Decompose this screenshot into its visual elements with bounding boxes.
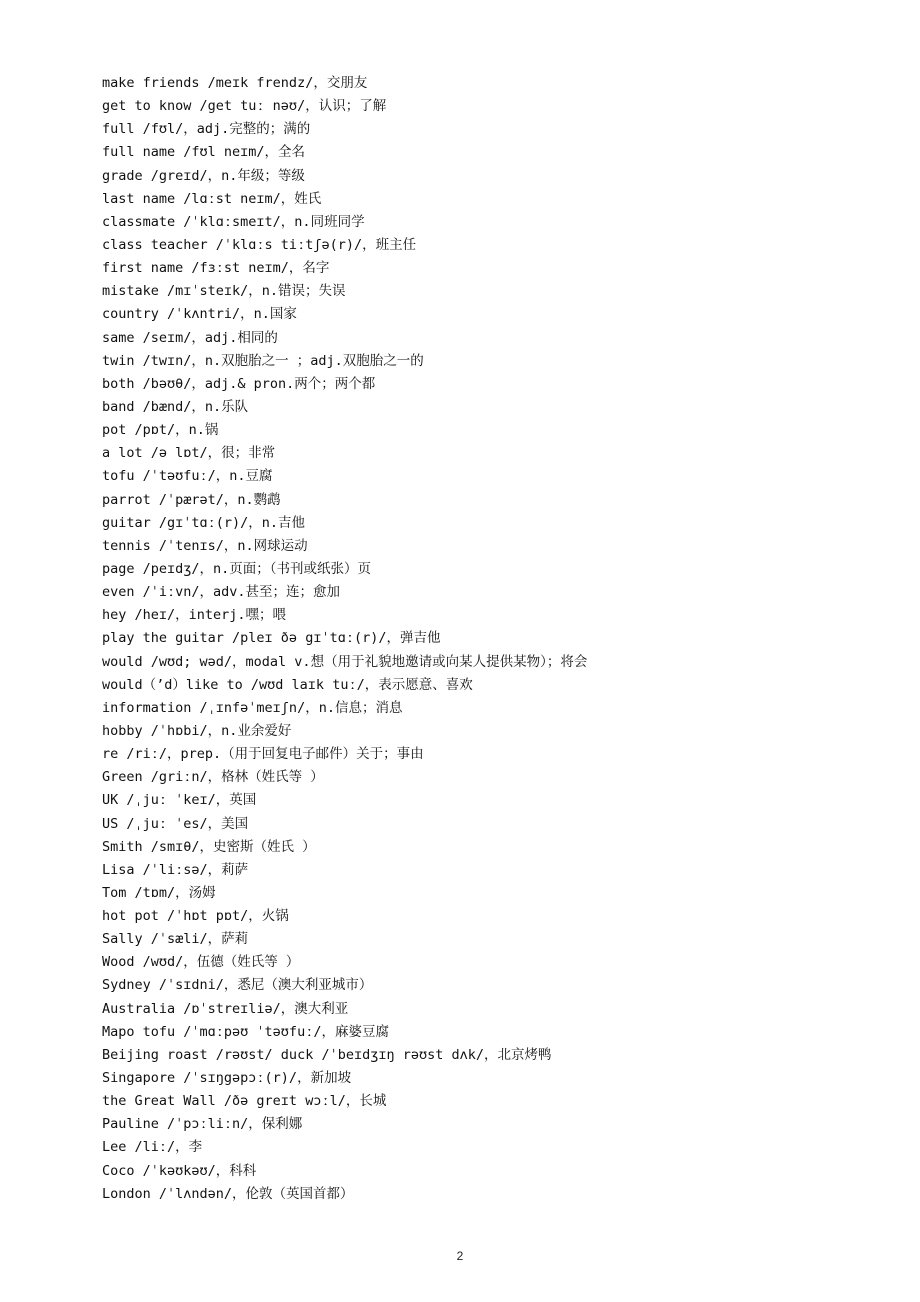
vocab-entry: hot pot /ˈhɒt pɒt/，火锅 — [102, 908, 289, 925]
vocab-entry: Lisa /ˈliːsə/，莉萨 — [102, 861, 249, 878]
vocab-entry: Smith /smɪθ/，史密斯（姓氏 ） — [102, 838, 316, 855]
vocab-entry: full /fʊl/，adj.完整的；满的 — [102, 121, 311, 138]
vocab-entry: classmate /ˈklɑːsmeɪt/，n.同班同学 — [102, 213, 365, 230]
vocab-entry: Singapore /ˈsɪŋgəpɔː(r)/，新加坡 — [102, 1070, 352, 1087]
vocab-entry: tennis /ˈtenɪs/，n.网球运动 — [102, 537, 308, 554]
vocab-entry: US /ˌjuː ˈes/，美国 — [102, 815, 249, 832]
vocab-entry: Australia /ɒˈstreɪliə/，澳大利亚 — [102, 1000, 349, 1017]
vocab-entry: hobby /ˈhɒbi/，n.业余爱好 — [102, 722, 292, 739]
vocab-entry: country /ˈkʌntri/，n.国家 — [102, 306, 297, 323]
vocab-entry: Beijing roast /rəʊst/ duck /ˈbeɪdʒɪŋ rəʊst dʌk/，北京烤鸭 — [102, 1046, 552, 1063]
vocab-entry: make friends /meɪk frendz/，交朋友 — [102, 75, 368, 91]
vocab-entry: class teacher /ˈklɑːs tiːtʃə(r)/，班主任 — [102, 236, 417, 253]
vocab-entry: a lot /ə lɒt/，很；非常 — [102, 445, 276, 462]
vocab-entry: even /ˈiːvn/，adv.甚至；连；愈加 — [102, 584, 341, 601]
vocab-entry: twin /twɪn/，n.双胞胎之一 ；adj.双胞胎之一的 — [102, 352, 424, 369]
vocab-entry: Sally /ˈsæli/，萨莉 — [102, 931, 249, 948]
vocab-entry: Coco /ˈkəʊkəʊ/，科科 — [102, 1162, 257, 1179]
vocab-entry: the Great Wall /ðə greɪt wɔːl/，长城 — [102, 1093, 387, 1110]
vocab-entry: Lee /liː/，李 — [102, 1139, 203, 1156]
vocab-entry: both /bəʊθ/，adj.& pron.两个；两个都 — [102, 375, 376, 392]
vocab-entry: Pauline /ˈpɔːliːn/，保利娜 — [102, 1116, 303, 1133]
vocab-entry: get to know /get tuː nəʊ/，认识；了解 — [102, 98, 387, 115]
vocab-entry: play the guitar /pleɪ ðə gɪˈtɑː(r)/，弹吉他 — [102, 630, 441, 647]
vocab-entry: parrot /ˈpærət/，n.鹦鹉 — [102, 491, 281, 508]
vocab-entry: re /riː/，prep.（用于回复电子邮件）关于；事由 — [102, 746, 424, 763]
vocab-entry: Mapo tofu /ˈmɑːpəʊ ˈtəʊfuː/，麻婆豆腐 — [102, 1023, 389, 1040]
vocab-entry: band /bænd/，n.乐队 — [102, 398, 249, 415]
vocab-entry: Tom /tɒm/，汤姆 — [102, 884, 216, 901]
vocab-entry: hey /heɪ/，interj.嘿；喂 — [102, 607, 287, 624]
vocab-entry: guitar /gɪˈtɑː(r)/，n.吉他 — [102, 514, 306, 531]
vocab-entry: same /seɪm/，adj.相同的 — [102, 329, 278, 346]
vocab-entry: UK /ˌjuː ˈkeɪ/，英国 — [102, 792, 257, 809]
vocab-entry: grade /greɪd/，n.年级；等级 — [102, 167, 305, 184]
vocab-entry: full name /fʊl neɪm/，全名 — [102, 144, 306, 161]
vocab-entry: page /peɪdʒ/，n.页面；（书刊或纸张）页 — [102, 560, 372, 577]
vocab-entry: pot /pɒt/，n.锅 — [102, 422, 219, 439]
vocab-entry: mistake /mɪˈsteɪk/，n.错误；失误 — [102, 283, 346, 300]
vocab-entry: Sydney /ˈsɪdni/，悉尼（澳大利亚城市） — [102, 977, 373, 994]
vocab-entry: first name /fɜːst neɪm/，名字 — [102, 260, 330, 277]
vocabulary-list — [102, 72, 892, 1206]
vocab-entry: would（’d）like to /wʊd laɪk tuː/，表示愿意、喜欢 — [102, 676, 473, 693]
vocab-entry: Wood /wʊd/，伍德（姓氏等 ） — [102, 954, 300, 971]
vocab-entry: would /wʊd; wəd/，modal v.想（用于礼貌地邀请或向某人提供某物）；将会 — [102, 653, 588, 670]
vocab-entry: London /ˈlʌndən/，伦敦（英国首都） — [102, 1185, 354, 1202]
page-number: 2 — [456, 1249, 464, 1263]
vocab-entry: information /ˌɪnfəˈmeɪʃn/，n.信息；消息 — [102, 699, 403, 716]
vocab-entry: Green /griːn/，格林（姓氏等 ） — [102, 769, 324, 786]
vocab-entry: last name /lɑːst neɪm/，姓氏 — [102, 190, 322, 207]
vocab-entry: tofu /ˈtəʊfuː/，n.豆腐 — [102, 468, 273, 485]
